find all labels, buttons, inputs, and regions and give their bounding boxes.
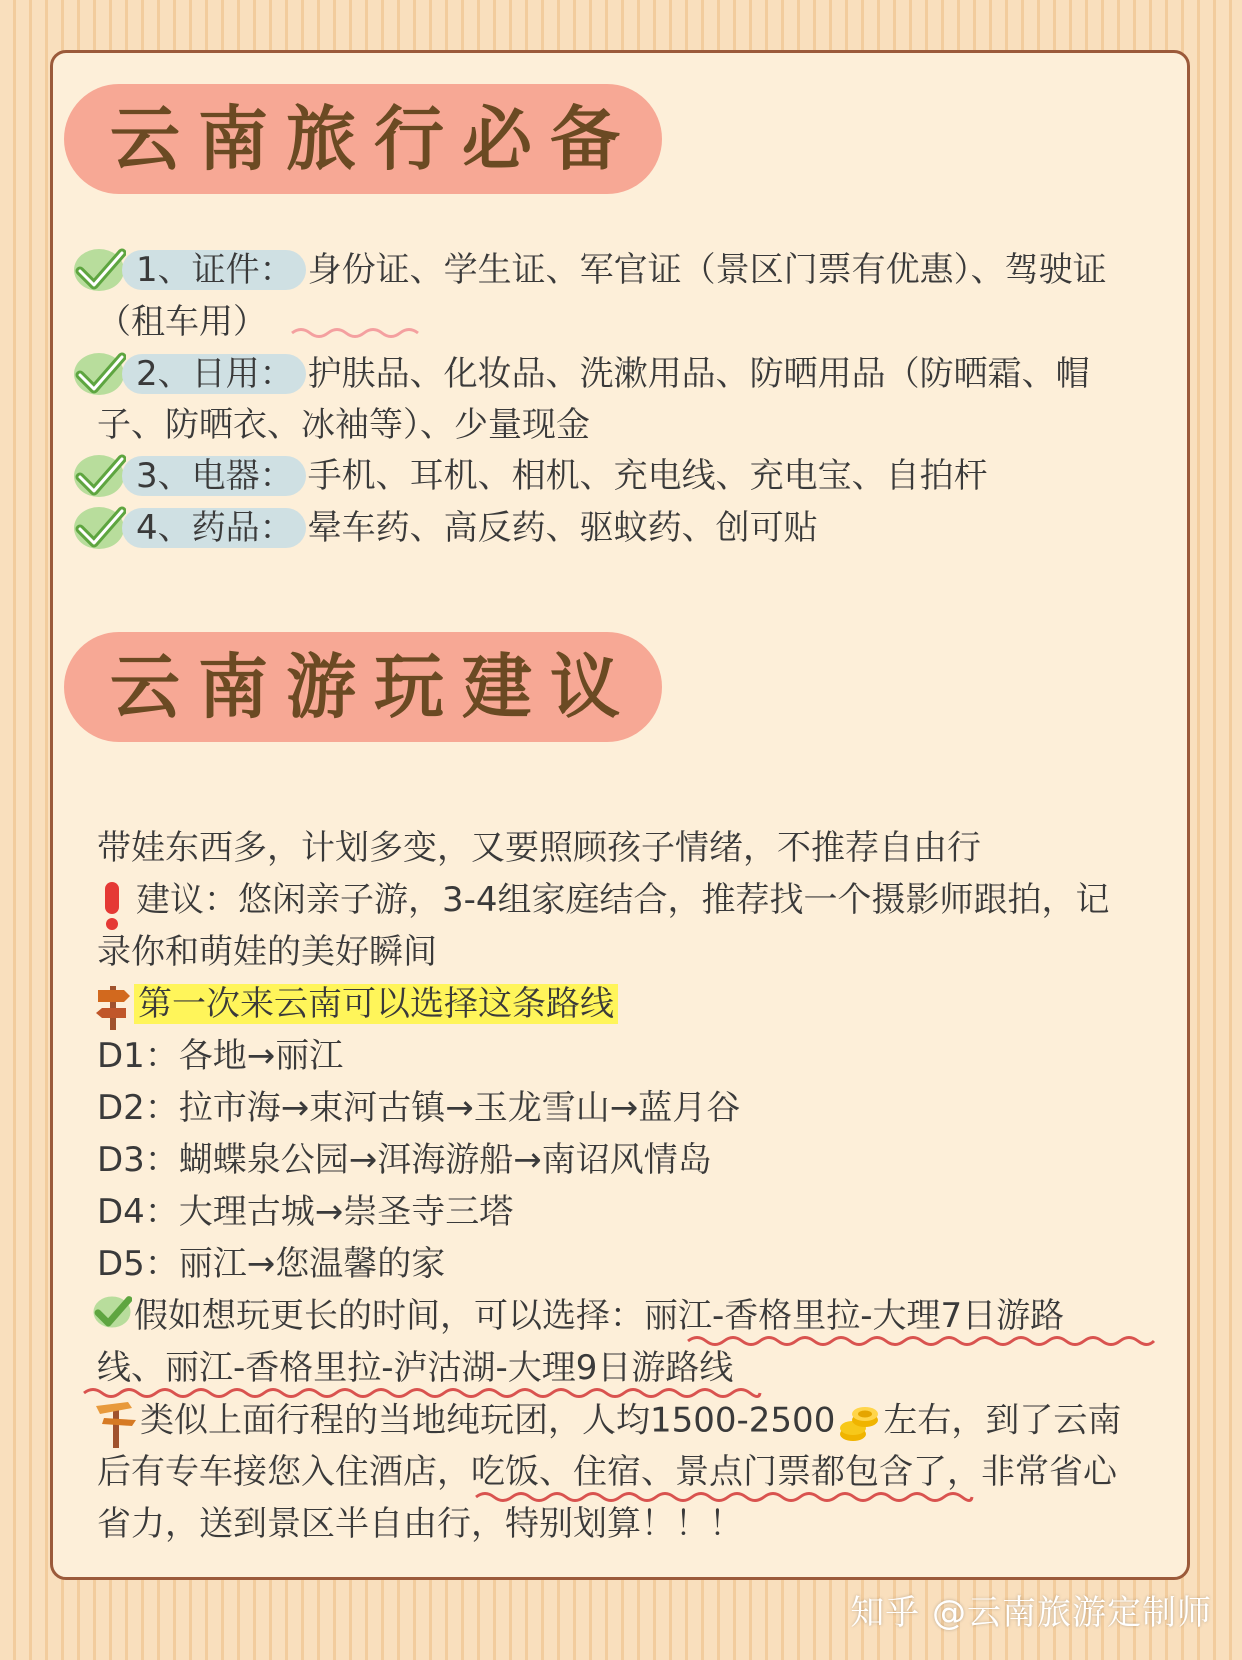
day-2: D2：拉市海→束河古镇→玉龙雪山→蓝月谷 (97, 1088, 741, 1128)
tour-line2 (97, 1452, 1117, 1492)
section1-title: 云南旅行必备 (110, 98, 638, 180)
item1-label: 1、证件： (122, 250, 306, 290)
longer-line1 (134, 1296, 1064, 1336)
item3-label: 3、电器： (122, 456, 306, 496)
tour-line2-prefix: 后有专车接您入住酒店， (97, 1452, 471, 1492)
item4-label: 4、药品： (122, 508, 306, 548)
item2-label: 2、日用： (122, 354, 306, 394)
item2-line2: 子、防晒衣、冰袖等）、少量现金 (97, 405, 590, 445)
item3-text: 手机、耳机、相机、充电线、充电宝、自拍杆 (307, 456, 988, 496)
check-icon (72, 505, 126, 551)
item1-text: 身份证、学生证、军官证（景区门票有优惠）、驾驶证 (307, 250, 1107, 290)
signpost-icon (96, 1398, 136, 1450)
tour-line3: 省力，送到景区半自由行，特别划算！！！ (97, 1504, 743, 1544)
day-5: D5：丽江→您温馨的家 (97, 1244, 446, 1284)
gold-coins-icon (837, 1400, 881, 1444)
item4-text: 晕车药、高反药、驱蚊药、创可贴 (307, 508, 818, 548)
item1-line2: （租车用） (97, 302, 267, 342)
tour-line1 (140, 1400, 1121, 1444)
wavy-underline (686, 1334, 1156, 1348)
wavy-underline (290, 326, 420, 340)
check-icon (92, 1294, 132, 1330)
signpost-icon (96, 980, 132, 1032)
wavy-underline (474, 1490, 974, 1504)
item1-line1 (122, 250, 1107, 290)
day-4: D4：大理古城→崇圣寺三塔 (97, 1192, 514, 1232)
exclamation-icon (100, 880, 124, 932)
tour-line2-suffix: ，非常省心 (947, 1452, 1117, 1492)
tour-part1: 类似上面行程的当地纯玩团，人均1500-2500 (140, 1400, 836, 1441)
day-1: D1：各地→丽江 (97, 1036, 344, 1076)
section2-title: 云南游玩建议 (110, 646, 638, 728)
watermark: 知乎 @云南旅游定制师 (850, 1593, 1212, 1633)
suggestion-line1: 建议：悠闲亲子游，3-4组家庭结合，推荐找一个摄影师跟拍，记 (136, 880, 1110, 920)
suggestion-line2: 录你和萌娃的美好瞬间 (97, 932, 437, 972)
longer-line2: 线、丽江-香格里拉-泸沽湖-大理9日游路线 (97, 1348, 734, 1388)
item2-text: 护肤品、化妆品、洗漱用品、防晒用品（防晒霜、帽 (307, 354, 1090, 394)
longer-prefix: 假如想玩更长的时间，可以选择： (134, 1296, 644, 1336)
check-icon (72, 453, 126, 499)
route-heading (134, 984, 618, 1024)
route-heading-highlight: 第一次来云南可以选择这条路线 (134, 984, 618, 1024)
intro-text: 带娃东西多，计划多变，又要照顾孩子情绪，不推荐自由行 (97, 828, 981, 868)
wavy-underline (82, 1386, 762, 1400)
item4-line1 (122, 508, 818, 548)
check-icon (72, 351, 126, 397)
tour-part2: 左右，到了云南 (883, 1400, 1122, 1441)
day-3: D3：蝴蝶泉公园→洱海游船→南诏风情岛 (97, 1140, 712, 1180)
item2-line1 (122, 354, 1090, 394)
tour-line2-highlight: 吃饭、住宿、景点门票都包含了 (471, 1452, 947, 1492)
longer-option1: 丽江-香格里拉-大理7日游路 (644, 1296, 1065, 1336)
check-icon (72, 247, 126, 293)
item3-line1 (122, 456, 988, 496)
